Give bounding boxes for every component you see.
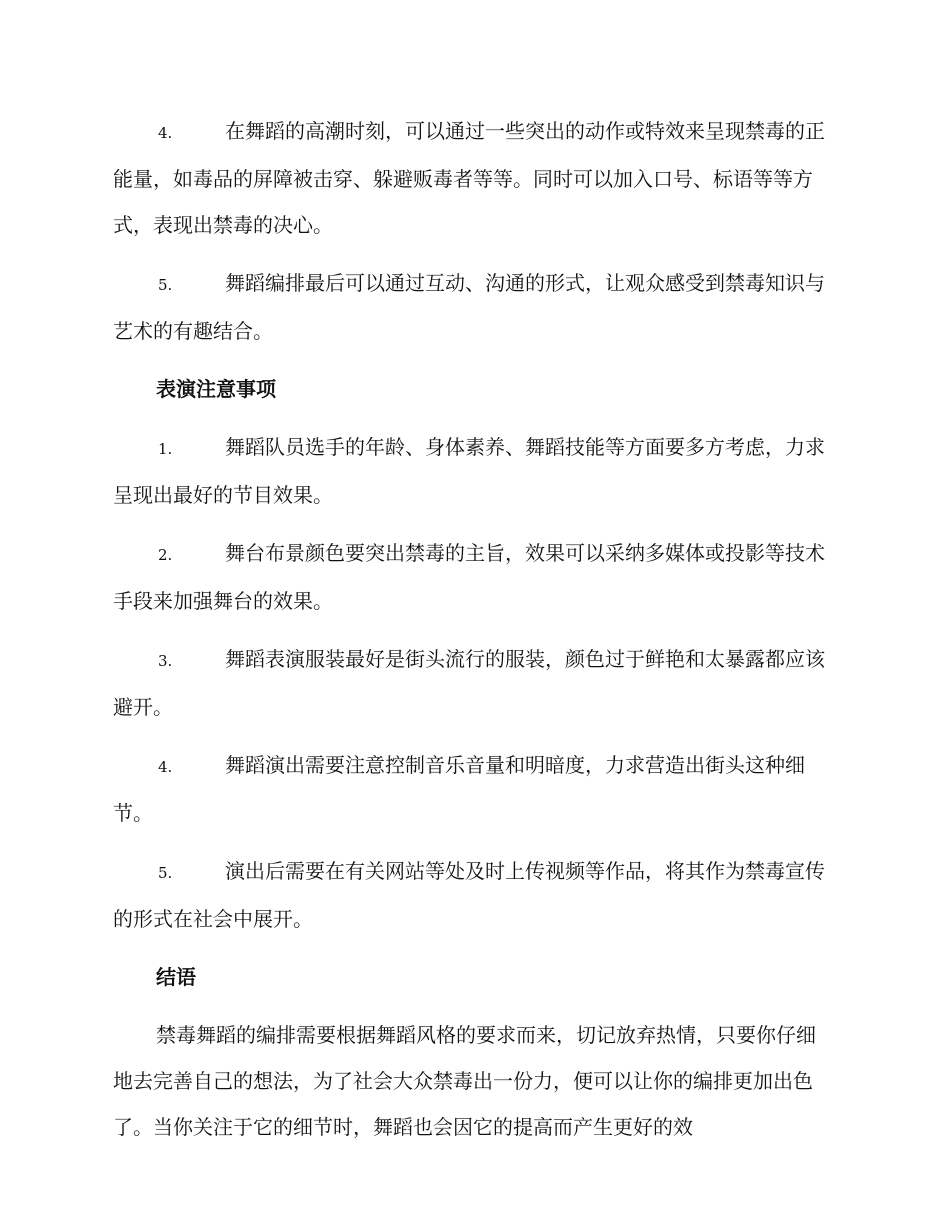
list-text: 舞台布景颜色要突出禁毒的主旨，效果可以采纳多媒体或投影等技术手段来加强舞台的效果。 — [113, 541, 825, 613]
list-item — [113, 530, 833, 624]
list-number: 2. — [158, 546, 173, 564]
list-number: 5. — [158, 864, 173, 882]
list-number: 4. — [158, 758, 173, 776]
list-text: 舞蹈表演服装最好是街头流行的服装，颜色过于鲜艳和太暴露都应该避开。 — [113, 647, 825, 719]
list-item — [113, 424, 833, 518]
list-text: 在舞蹈的高潮时刻，可以通过一些突出的动作或特效来呈现禁毒的正能量，如毒品的屏障被击穿、躲避贩毒者等等。同时可以加入口号、标语等等方式，表现出禁毒的决心。 — [113, 119, 825, 237]
list-item — [113, 848, 833, 942]
document-page — [113, 108, 833, 1150]
list-number: 4. — [158, 124, 173, 142]
body-paragraph: 禁毒舞蹈的编排需要根据舞蹈风格的要求而来，切记放弃热情，只要你仔细地去完善自己的想法，为了社会大众禁毒出一份力，便可以让你的编排更加出色了。当你关注于它的细节时，舞蹈也会因它的提高而产生更好的效 — [113, 1023, 816, 1139]
list-item — [113, 636, 833, 730]
section-heading: 表演注意事项 — [156, 377, 276, 401]
list-text: 舞蹈编排最后可以通过互动、沟通的形式，让观众感受到禁毒知识与艺术的有趣结合。 — [113, 271, 825, 343]
list-item — [113, 260, 833, 354]
list-number: 3. — [158, 652, 173, 670]
section-heading: 结语 — [156, 965, 196, 989]
list-item — [113, 742, 833, 836]
list-text: 舞蹈演出需要注意控制音乐音量和明暗度，力求营造出街头这种细节。 — [113, 753, 805, 825]
list-item — [113, 108, 833, 248]
list-number: 1. — [158, 440, 173, 458]
list-number: 5. — [158, 276, 173, 294]
list-text: 舞蹈队员选手的年龄、身体素养、舞蹈技能等方面要多方考虑，力求呈现出最好的节目效果。 — [113, 435, 825, 507]
list-text: 演出后需要在有关网站等处及时上传视频等作品，将其作为禁毒宣传的形式在社会中展开。 — [113, 859, 825, 931]
